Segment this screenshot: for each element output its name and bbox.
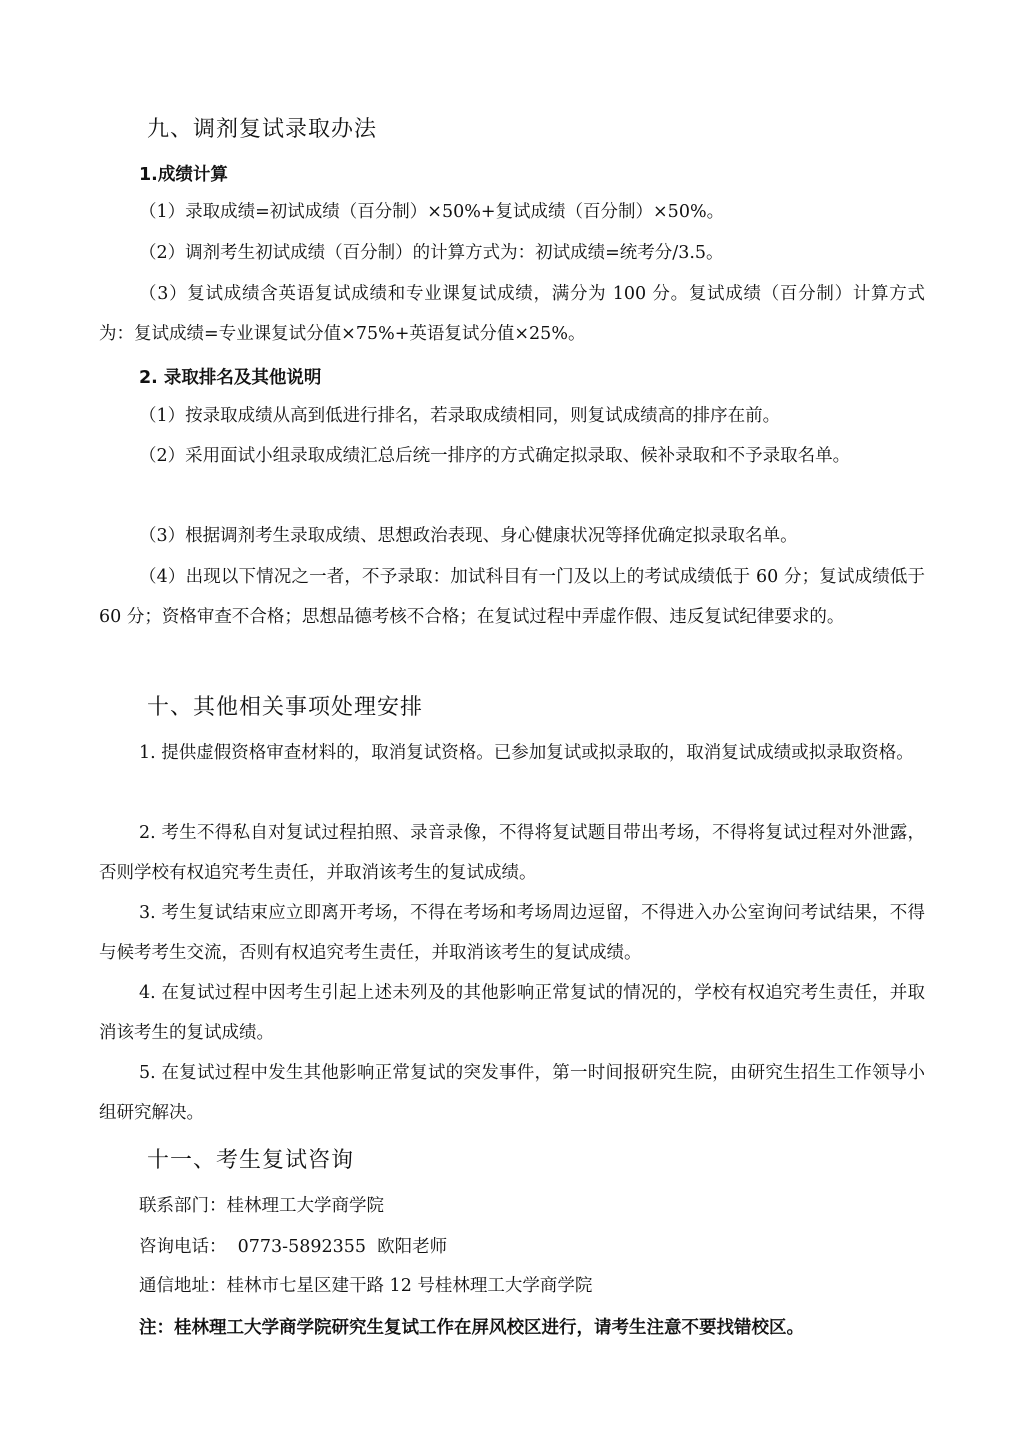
section-10-item-4: 4. 在复试过程中因考生引起上述未列及的其他影响正常复试的情况的，学校有权追究考生责任，并取消该考生的复试成绩。 bbox=[99, 983, 925, 1043]
section-9-sub1-item-1: （1）录取成绩=初试成绩（百分制）×50%+复试成绩（百分制）×50%。 bbox=[139, 202, 725, 222]
section-11-heading: 十一、考生复试咨询 bbox=[147, 1148, 355, 1173]
section-9-sub1-heading: 1.成绩计算 bbox=[139, 165, 228, 185]
section-9-sub2-item-1: （1）按录取成绩从高到低进行排名，若录取成绩相同，则复试成绩高的排序在前。 bbox=[139, 406, 781, 426]
section-10-item-2: 2. 考生不得私自对复试过程拍照、录音录像，不得将复试题目带出考场，不得将复试过程对外泄露，否则学校有权追究考生责任，并取消该考生的复试成绩。 bbox=[99, 823, 925, 883]
section-9-sub2-heading: 2. 录取排名及其他说明 bbox=[139, 368, 322, 388]
contact-address: 通信地址：桂林市七星区建干路 12 号桂林理工大学商学院 bbox=[139, 1276, 593, 1296]
section-10-item-5: 5. 在复试过程中发生其他影响正常复试的突发事件，第一时间报研究生院，由研究生招生工作领导小组研究解决。 bbox=[99, 1063, 925, 1123]
section-10-heading: 十、其他相关事项处理安排 bbox=[147, 695, 424, 720]
section-10-item-3: 3. 考生复试结束应立即离开考场，不得在考场和考场周边逗留，不得进入办公室询问考试结果，不得与候考考生交流，否则有权追究考生责任，并取消该考生的复试成绩。 bbox=[99, 903, 925, 963]
section-10-item-1: 1. 提供虚假资格审查材料的，取消复试资格。已参加复试或拟录取的，取消复试成绩或拟录取资格。 bbox=[139, 743, 914, 763]
contact-department: 联系部门：桂林理工大学商学院 bbox=[139, 1196, 384, 1216]
contact-phone: 咨询电话： 0773-5892355 欧阳老师 bbox=[139, 1237, 448, 1257]
section-9-sub1-item-2: （2）调剂考生初试成绩（百分制）的计算方式为：初试成绩=统考分/3.5。 bbox=[139, 243, 724, 263]
section-9-sub1-item-3: （3）复试成绩含英语复试成绩和专业课复试成绩，满分为 100 分。复试成绩（百分制）计算方式为：复试成绩=专业课复试分值×75%+英语复试分值×25%。 bbox=[99, 284, 925, 344]
section-9-sub2-item-2: （2）采用面试小组录取成绩汇总后统一排序的方式确定拟录取、候补录取和不予录取名单。 bbox=[139, 446, 851, 466]
section-9-sub2-item-4: （4）出现以下情况之一者，不予录取：加试科目有一门及以上的考试成绩低于 60 分；复试成绩低于 60 分；资格审查不合格；思想品德考核不合格；在复试过程中弄虚作假、违反复试纪律要求的。 bbox=[99, 567, 925, 627]
section-9-sub2-item-3: （3）根据调剂考生录取成绩、思想政治表现、身心健康状况等择优确定拟录取名单。 bbox=[139, 526, 798, 546]
campus-note: 注：桂林理工大学商学院研究生复试工作在屏风校区进行，请考生注意不要找错校区。 bbox=[139, 1318, 804, 1338]
section-9-heading: 九、调剂复试录取办法 bbox=[147, 117, 378, 142]
